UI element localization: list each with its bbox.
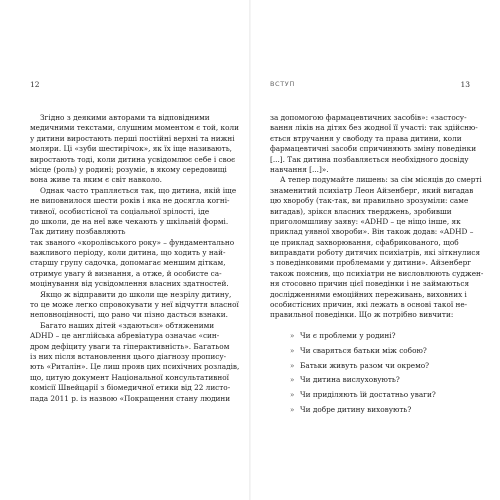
text-line: особистісних причин, які лежать в основі такої не- [270,300,468,310]
page-number-left: 12 [30,80,40,89]
text-line: також пояснив, що психіатри не висловлюють суджен- [270,268,484,278]
text-line: моцінування від усвідомлення власних здатностей. [30,279,229,289]
text-line: то це може легко спровокувати у неї відчуття власної [30,300,239,310]
left-body-text [30,113,240,404]
list-item [290,388,480,403]
text-line: ють «Риталін». Це лиш прояв цих психічних розладів, [30,362,240,372]
running-head: ВСТУП [270,80,295,88]
list-item [290,403,480,418]
text-line: Так дитину позбавляють [30,227,126,237]
text-line: пада 2011 р. із назвою «Покращення стану людини [30,393,231,403]
text-line: вання ліків на дітях без жодної її участі: так здійсню- [270,123,478,133]
list-item-text: Батьки живуть разом чи окремо? [300,360,430,370]
bullet-marker-icon: » [290,376,295,385]
paragraph [30,289,239,321]
text-line: з поведінковими проблемами у дитини». Айзенберг [270,258,472,268]
text-line: у дитини виростають перші постійні верхні та нижні [30,133,235,143]
text-line: із них після встановлення цього діагнозу пропису- [30,351,227,361]
text-line: дром дефіциту уваги та гіперактивність». Багатьом [30,341,230,351]
list-item-text: Чи добре дитину виховують? [300,404,412,414]
text-line: навчання [...]». [270,164,329,174]
text-line: вона живе та яким є світ навколо. [30,175,162,185]
text-line: не виповнилося шести років і яка не досягла когні- [30,196,230,206]
text-line: Якщо ж відправити до школи ще незрілу дитину, [40,289,232,299]
paragraph [270,175,484,320]
text-line: за допомогою фармацевтичних засобів»: «застосу- [270,113,467,122]
text-line: вигадав), зрікся власних тверджень, зробивши [270,206,452,216]
list-item-text: Чи є проблеми у родині? [300,331,396,340]
text-line: приклад уявної хвороби». Він також додав: «ADHD – [270,227,474,237]
text-line: отримує увагу й визнання, а отже, й особисте са- [30,268,222,278]
bullet-marker-icon: » [290,332,295,340]
bullet-marker-icon: » [290,346,295,355]
list-item-text: Чи приділяють їй достатньо уваги? [300,390,436,400]
text-line: дослідженнями емоційних переживань, виховних і [270,289,467,299]
text-line: А тепер подумайте лишень: за сім місяців до смерті [280,175,482,185]
text-line: до школи, де на неї вже чекають у шкільній формі. [30,216,229,226]
paragraph [30,320,240,404]
text-line: виправдати роботу дитячих психіатрів, які зіткнулися [270,248,481,258]
list-item [290,344,480,359]
right-page [250,0,500,500]
text-line: це приклад захворювання, сфабрикованого, щоб [270,237,459,247]
bullet-marker-icon: » [290,361,295,370]
paragraph [30,113,239,186]
text-line: тивної, особистісної та соціальної зрілості, іде [30,206,210,216]
text-line: знаменитий психіатр Леон Айзенберг, який вигадав [270,185,474,195]
text-line: Багато наших дітей «здаються» обтяженими [40,320,215,330]
paragraph [30,186,235,290]
list-item [290,373,480,388]
text-line: цю хворобу (так-так, ви правильно зрозуміли: саме [270,196,469,206]
list-item [290,359,480,374]
text-line: моляри. Ці «зуби шестирічок», як їх іще називають, [30,144,232,154]
text-line: що, цитую документ Національної консультативної [30,372,229,382]
text-line: ADHD – це англійська абревіатура означає «син- [30,331,220,341]
question-list [290,329,480,418]
text-line: комісії Швейцарії з біомедичної етики від 22 листо- [30,383,231,393]
text-line: Однак часто трапляється так, що дитина, якій іще [40,185,237,195]
text-line: неповноцінності, що рано чи пізно дасться взнаки. [30,310,228,320]
text-line: [...]. Так дитина позбавляється необхідного досвіду [270,154,469,164]
text-line: так званого «королівського року» – фундаментально [30,237,235,247]
right-body-text [270,113,484,321]
text-line: важливого періоду, коли дитина, що ходить у най- [30,248,226,258]
paragraph [270,113,480,175]
text-line: правильної поведінки. Що ж потрібно вивчити: [270,310,454,320]
bullet-marker-icon: » [290,391,295,400]
list-item [290,329,480,344]
bullet-marker-icon: » [290,405,295,414]
text-line: медичними текстами, слушним моментом є той, коли [30,123,239,133]
text-line: фармацевтичні засоби спричиняють зміну поведінки [270,144,477,154]
text-line: старшу групу садочка, допомагає меншим діткам, [30,258,226,268]
text-line: ня стосовно причин цієї поведінки і не займаються [270,279,470,289]
list-item-text: Чи дитина вислуховують? [300,375,400,385]
text-line: місце (роль) у родині; розуміє, в якому середовищі [30,164,227,174]
page-number-right: 13 [460,80,470,89]
text-line: приголомшливу заяву: «ADHD – це ніщо інше, як [270,216,461,226]
text-line: Згідно з деякими авторами та відповідними [40,113,210,122]
text-line: ється втручання у свободу та права дитини, коли [270,133,462,143]
list-item-text: Чи сваряться батьки між собою? [300,345,427,355]
text-line: виростають тоді, коли дитина усвідомлює себе і своє [30,154,236,164]
